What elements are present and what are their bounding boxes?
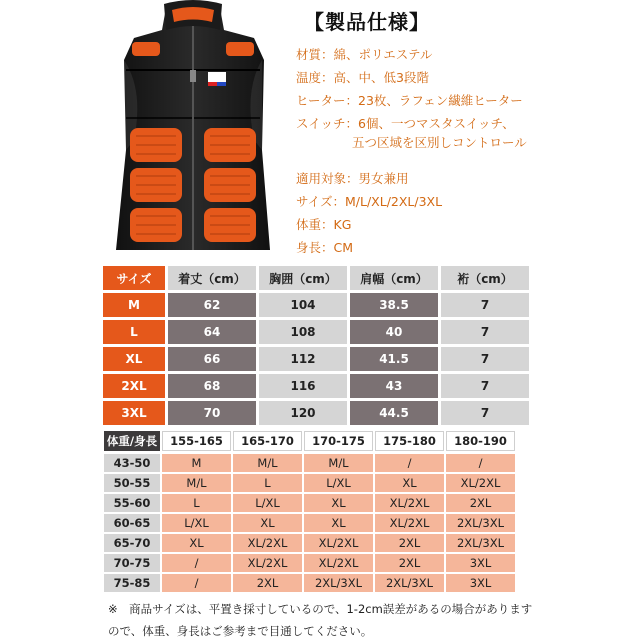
table-row (103, 293, 533, 317)
table-cell: L (233, 474, 302, 492)
table-cell: 38.5 (350, 293, 438, 317)
table-cell: 7 (441, 401, 529, 425)
spec-switch: スイッチ：6個、一つマスタスイッチ、 (296, 116, 515, 131)
table-row (104, 574, 536, 592)
table-cell: 3XL (446, 554, 515, 572)
spec-heater: ヒーター：23枚、ラフェン繊維ヒーター (296, 93, 523, 108)
table-cell: 3XL (446, 574, 515, 592)
table-cell: / (446, 454, 515, 472)
header-height-range: 180-190 (446, 431, 515, 451)
spec-temperature: 温度：高、中、低3段階 (296, 70, 429, 85)
table-cell: 2XL/3XL (446, 534, 515, 552)
table-cell: XL (304, 514, 373, 532)
heated-vest-image (104, 0, 282, 262)
table-cell: 7 (441, 293, 529, 317)
size-notes (108, 598, 532, 642)
table-row (103, 347, 533, 371)
table-row (104, 494, 536, 512)
table-cell: L/XL (304, 474, 373, 492)
size-measurement-table (103, 266, 533, 428)
weight-range-label: 55-60 (104, 494, 160, 512)
weight-range-label: 75-85 (104, 574, 160, 592)
table-cell: 68 (168, 374, 256, 398)
table-cell: XL (162, 534, 231, 552)
table-cell: 64 (168, 320, 256, 344)
table-cell: 108 (259, 320, 347, 344)
note-line: ので、体重、身長はご参考まで目通してください。 (108, 624, 373, 638)
table-cell: L/XL (233, 494, 302, 512)
table-header-row (104, 431, 536, 451)
weight-range-label: 60-65 (104, 514, 160, 532)
table-cell: 41.5 (350, 347, 438, 371)
table-cell: 2XL/3XL (375, 574, 444, 592)
table-row (104, 474, 536, 492)
table-cell: / (162, 574, 231, 592)
product-header (0, 0, 640, 262)
table-cell: XL (304, 494, 373, 512)
fit-guide-table (104, 431, 536, 594)
table-cell: 2XL (375, 534, 444, 552)
table-cell: 116 (259, 374, 347, 398)
table-row (104, 514, 536, 532)
table-row (103, 320, 533, 344)
size-label: L (103, 320, 165, 344)
table-row (104, 454, 536, 472)
table-cell: XL/2XL (233, 554, 302, 572)
table-cell: M (162, 454, 231, 472)
table-cell: M/L (304, 454, 373, 472)
spec-height: 身長：CM (296, 240, 354, 255)
table-cell: XL (375, 474, 444, 492)
size-label: XL (103, 347, 165, 371)
header-height-range: 170-175 (304, 431, 373, 451)
weight-range-label: 43-50 (104, 454, 160, 472)
table-cell: 40 (350, 320, 438, 344)
table-cell: 2XL/3XL (446, 514, 515, 532)
table-cell: L/XL (162, 514, 231, 532)
table-cell: 70 (168, 401, 256, 425)
table-cell: 112 (259, 347, 347, 371)
header-sleeve: 裄（cm） (441, 266, 529, 290)
table-cell: 7 (441, 374, 529, 398)
header-weight-height: 体重/身長 (104, 431, 160, 451)
header-height-range: 165-170 (233, 431, 302, 451)
size-label: 3XL (103, 401, 165, 425)
table-cell: / (162, 554, 231, 572)
specs-title: 【製品仕様】 (304, 10, 430, 34)
table-cell: 104 (259, 293, 347, 317)
weight-range-label: 65-70 (104, 534, 160, 552)
header-chest: 胸囲（cm） (259, 266, 347, 290)
table-cell: M/L (162, 474, 231, 492)
table-cell: M/L (233, 454, 302, 472)
spec-weight: 体重：KG (296, 217, 352, 232)
table-cell: XL/2XL (375, 514, 444, 532)
spec-material: 材質：綿、ポリエステル (296, 47, 433, 62)
header-length: 着丈（cm） (168, 266, 256, 290)
table-cell: 120 (259, 401, 347, 425)
table-cell: 43 (350, 374, 438, 398)
table-cell: XL/2XL (304, 554, 373, 572)
table-cell: 2XL/3XL (304, 574, 373, 592)
spec-target: 適用対象：男女兼用 (296, 171, 409, 186)
table-cell: 2XL (233, 574, 302, 592)
header-height-range: 175-180 (375, 431, 444, 451)
header-height-range: 155-165 (162, 431, 231, 451)
product-specs (296, 6, 640, 259)
table-header-row (103, 266, 533, 290)
table-cell: 44.5 (350, 401, 438, 425)
table-cell: XL (233, 514, 302, 532)
table-cell: 7 (441, 320, 529, 344)
table-cell: / (375, 454, 444, 472)
table-cell: 2XL (375, 554, 444, 572)
table-cell: XL/2XL (446, 474, 515, 492)
table-cell: 66 (168, 347, 256, 371)
size-label: 2XL (103, 374, 165, 398)
weight-range-label: 70-75 (104, 554, 160, 572)
table-row (104, 534, 536, 552)
table-cell: L (162, 494, 231, 512)
header-size: サイズ (103, 266, 165, 290)
note-line: ※ 商品サイズは、平置き採寸しているので、1-2cm誤差があるの場合があります (108, 602, 533, 616)
table-row (104, 554, 536, 572)
header-shoulder: 肩幅（cm） (350, 266, 438, 290)
table-cell: 7 (441, 347, 529, 371)
spec-sizes: サイズ：M/L/XL/2XL/3XL (296, 194, 443, 209)
table-cell: XL/2XL (304, 534, 373, 552)
table-cell: 62 (168, 293, 256, 317)
size-label: M (103, 293, 165, 317)
table-cell: XL/2XL (375, 494, 444, 512)
weight-range-label: 50-55 (104, 474, 160, 492)
table-cell: XL/2XL (233, 534, 302, 552)
spec-switch-continued: 五つ区域を区別しコントロール (352, 135, 527, 150)
table-row (103, 374, 533, 398)
table-row (103, 401, 533, 425)
table-cell: 2XL (446, 494, 515, 512)
